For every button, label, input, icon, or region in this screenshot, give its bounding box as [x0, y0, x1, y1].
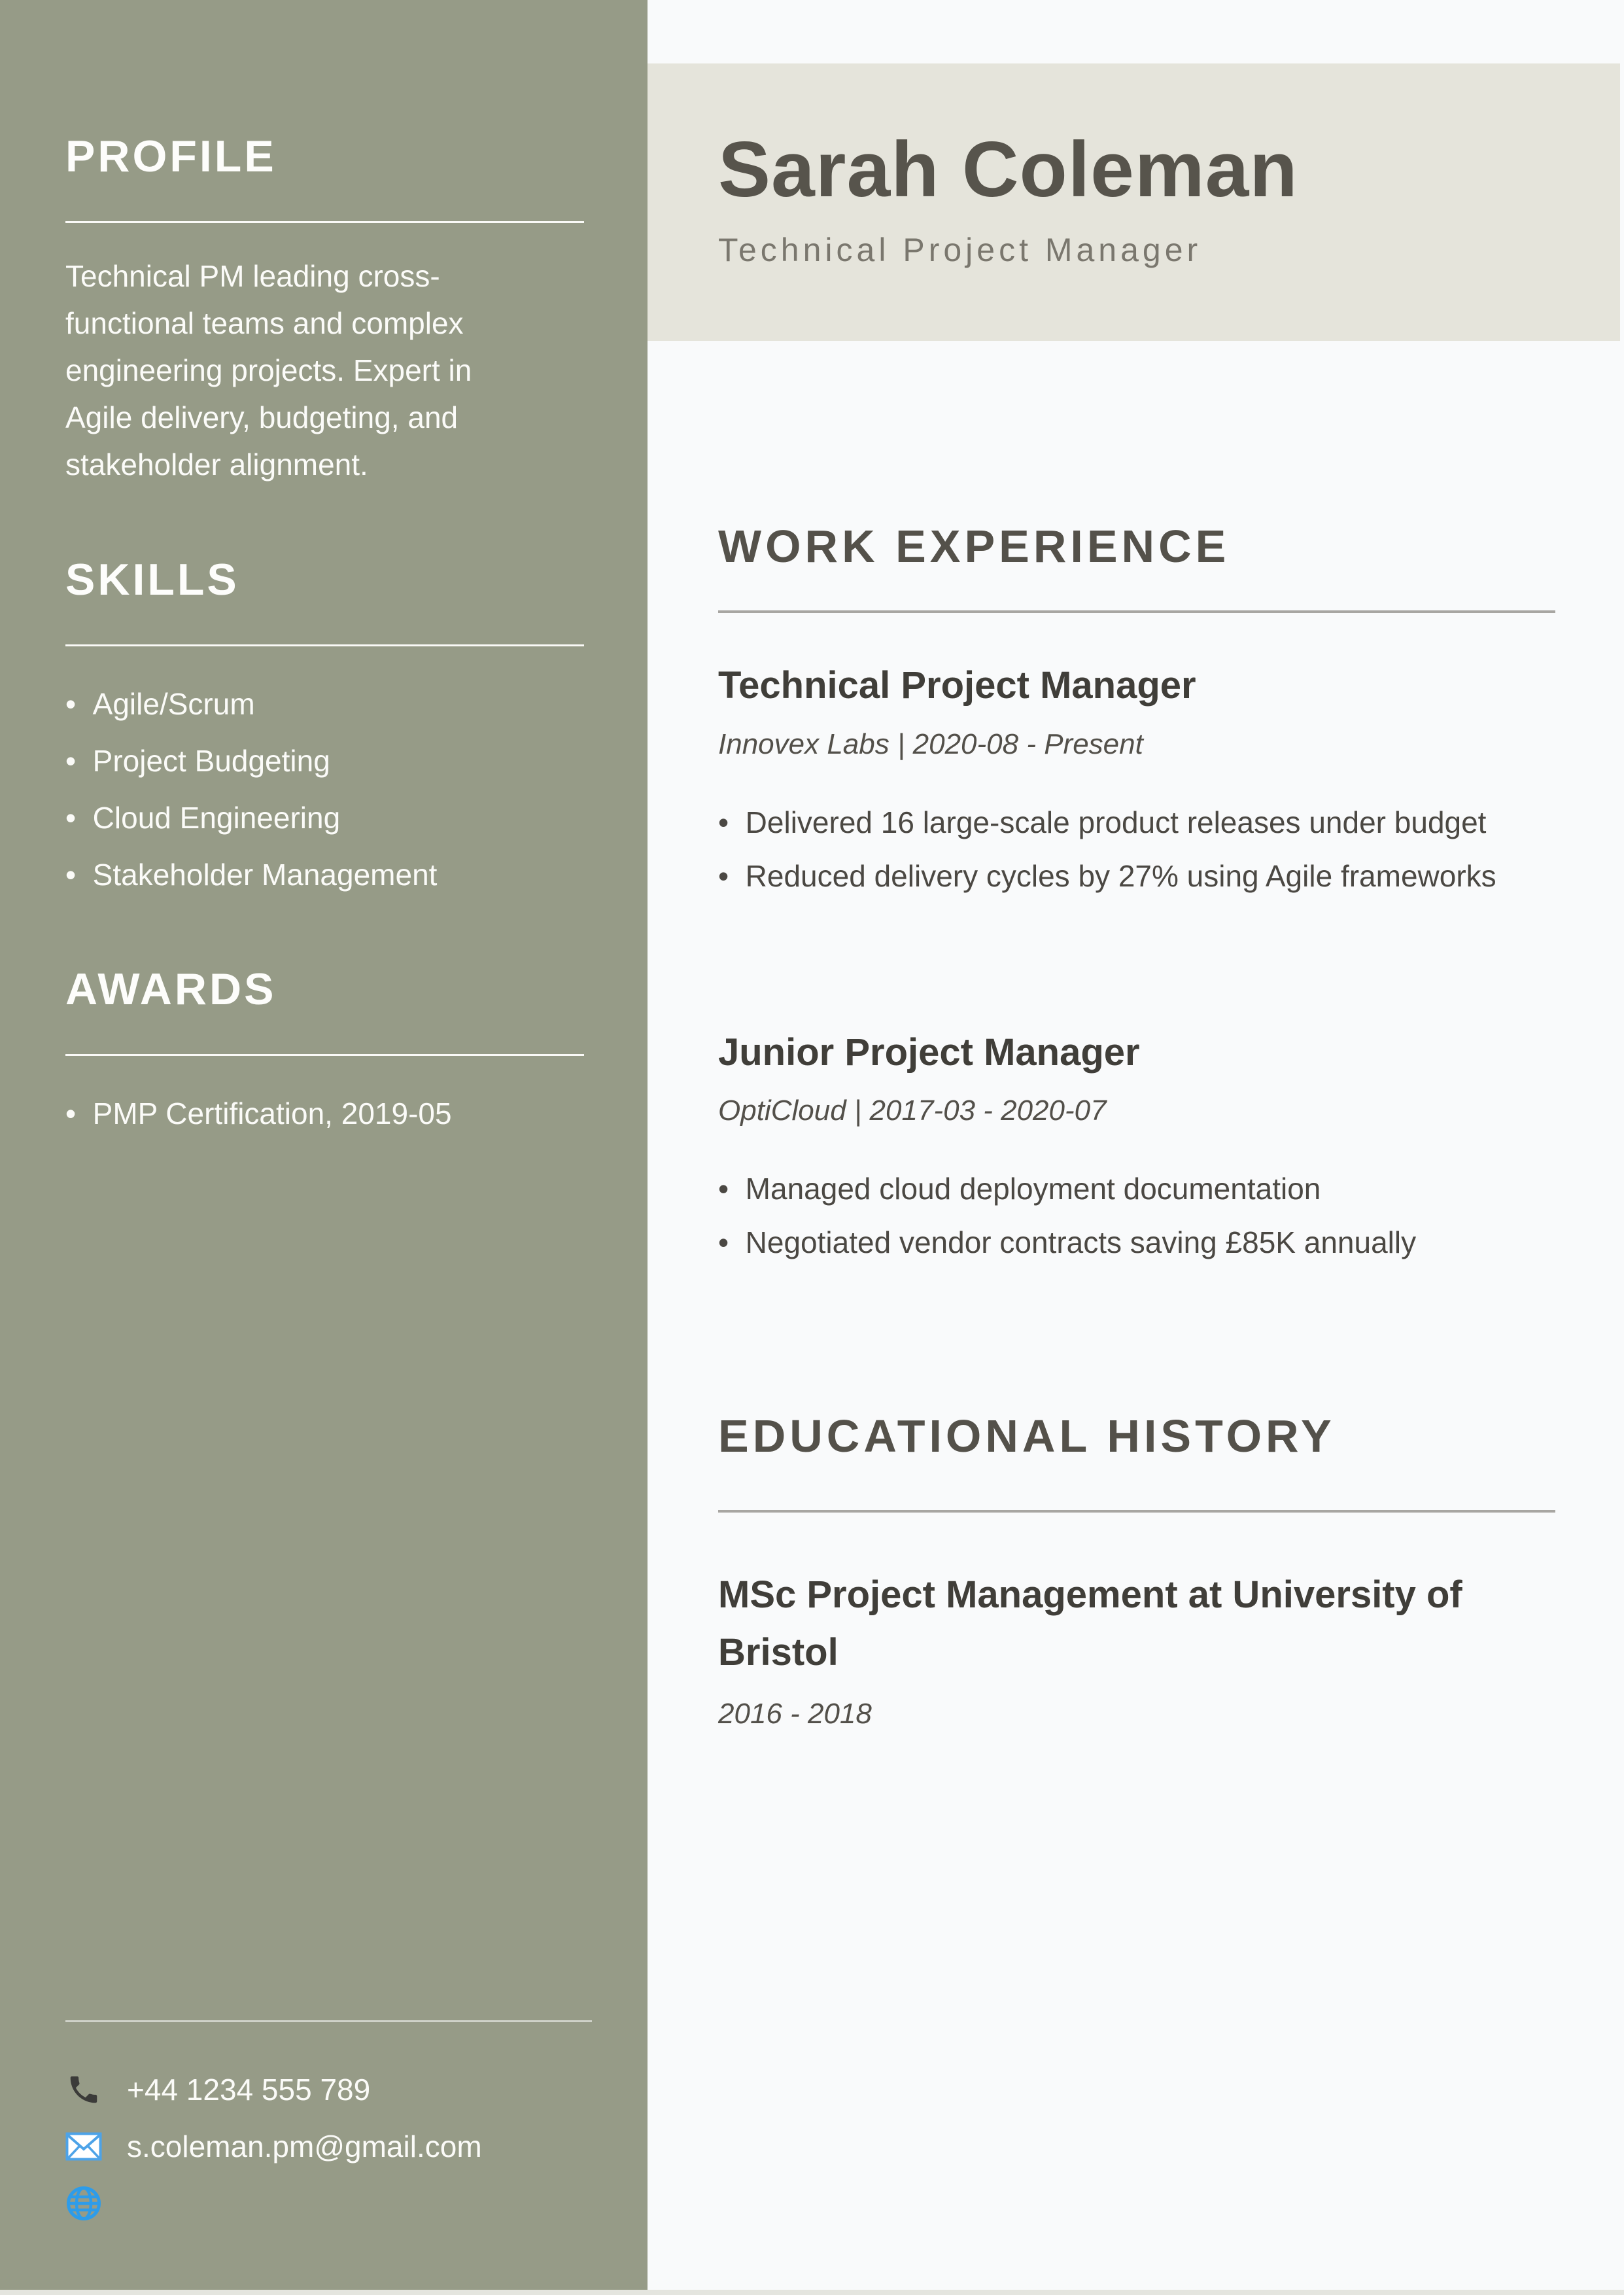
job-title: Technical Project Manager	[718, 664, 1196, 707]
job-bullet-list	[718, 1162, 1568, 1269]
person-name: Sarah Coleman	[718, 126, 1298, 213]
list-item: • Delivered 16 large-scale product releases under budget	[718, 796, 1568, 849]
list-item: • Reduced delivery cycles by 27% using Agile frameworks	[718, 849, 1568, 903]
job-entry	[718, 664, 1568, 903]
degree-dates: 2016 - 2018	[718, 1698, 872, 1730]
list-item: • Stakeholder Management	[65, 847, 562, 903]
profile-heading: PROFILE	[65, 131, 277, 181]
profile-divider	[65, 221, 584, 223]
contact-website-row	[65, 2182, 602, 2224]
contact-email-row	[65, 2126, 602, 2167]
phone-icon	[65, 2071, 102, 2108]
skills-section	[65, 557, 562, 903]
contact-phone-row	[65, 2069, 602, 2111]
awards-divider	[65, 1054, 584, 1056]
job-meta: Innovex Labs | 2020-08 - Present	[718, 727, 1143, 760]
sidebar	[0, 0, 648, 2295]
profile-text: Technical PM leading cross-functional teams and complex engineering projects. Expert in Agile delivery, budgeting, and stakeholder alignment.	[65, 259, 472, 482]
awards-list	[65, 1085, 562, 1142]
job-bullet-list	[718, 796, 1568, 903]
list-item: • PMP Certification, 2019-05	[65, 1085, 562, 1142]
globe-icon	[65, 2185, 102, 2222]
email-address: s.coleman.pm@gmail.com	[127, 2129, 482, 2164]
list-item: • Cloud Engineering	[65, 790, 562, 847]
degree-title: MSc Project Management at University of Bristol	[718, 1573, 1462, 1673]
education-section	[718, 1410, 1568, 1730]
skills-list	[65, 676, 562, 903]
list-item: • Agile/Scrum	[65, 676, 562, 733]
mail-icon	[65, 2128, 102, 2165]
job-title: Junior Project Manager	[718, 1030, 1140, 1074]
profile-section	[65, 131, 562, 488]
work-divider	[718, 610, 1555, 613]
skills-divider	[65, 644, 584, 646]
awards-heading: AWARDS	[65, 964, 277, 1014]
phone-number: +44 1234 555 789	[127, 2073, 371, 2107]
job-meta: OptiCloud | 2017-03 - 2020-07	[718, 1095, 1107, 1127]
degree-entry	[718, 1566, 1568, 1728]
header-band	[648, 63, 1620, 341]
work-experience-section	[718, 523, 1568, 1269]
list-item: • Negotiated vendor contracts saving £85K annually	[718, 1216, 1568, 1269]
page-bottom-edge	[0, 2290, 1624, 2295]
education-divider	[718, 1510, 1555, 1513]
awards-section	[65, 964, 562, 1142]
education-heading: EDUCATIONAL HISTORY	[718, 1410, 1336, 1462]
job-entry	[718, 1031, 1568, 1270]
work-experience-heading: WORK EXPERIENCE	[718, 521, 1230, 572]
list-item: • Managed cloud deployment documentation	[718, 1162, 1568, 1216]
list-item: • Project Budgeting	[65, 733, 562, 790]
contact-divider	[65, 2020, 592, 2022]
skills-heading: SKILLS	[65, 555, 239, 604]
person-title: Technical Project Manager	[718, 232, 1202, 268]
